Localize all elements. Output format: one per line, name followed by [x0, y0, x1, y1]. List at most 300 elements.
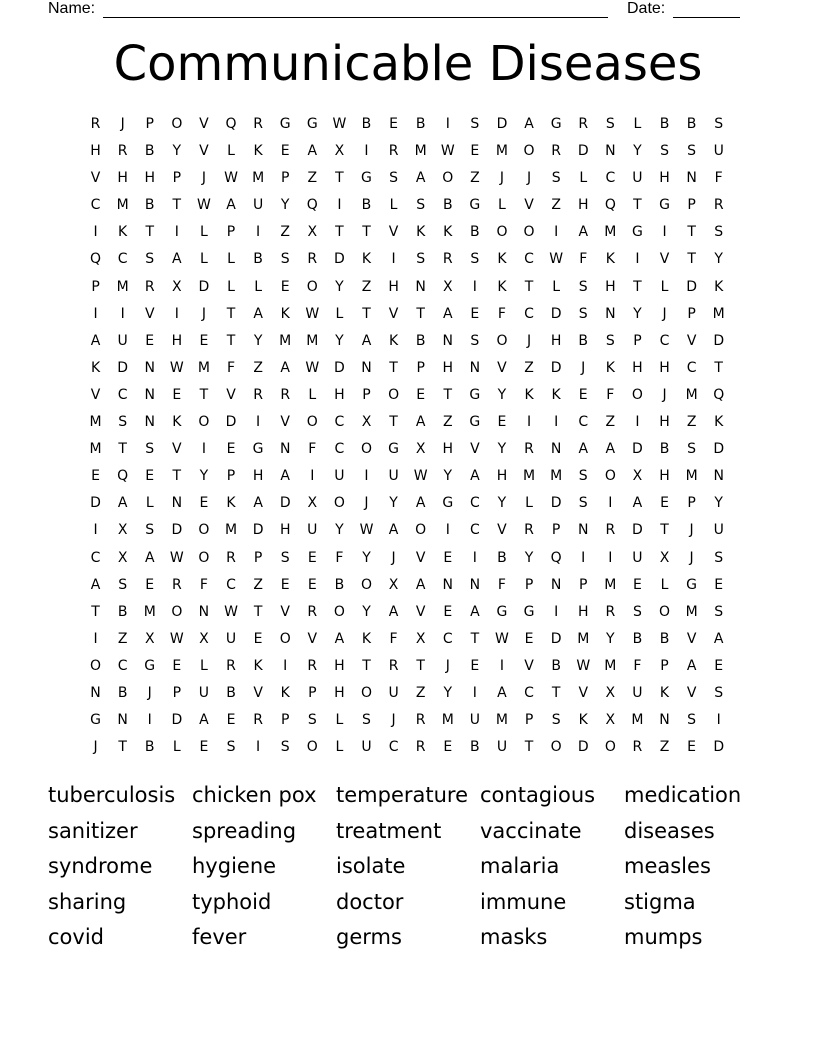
grid-row	[82, 680, 742, 707]
grid-letter: M	[523, 468, 536, 485]
grid-letter: J	[526, 170, 532, 187]
grid-letter: V	[686, 630, 697, 647]
grid-letter: S	[714, 603, 724, 620]
grid-letter: T	[118, 739, 127, 756]
grid-letter: F	[497, 576, 506, 593]
grid-letter: I	[608, 549, 613, 566]
grid-letter: S	[578, 278, 588, 295]
grid-letter: I	[554, 224, 559, 241]
grid-letter: P	[145, 116, 154, 132]
grid-letter: E	[199, 739, 209, 756]
grid-letter: B	[361, 116, 372, 132]
grid-letter: Y	[443, 468, 453, 485]
grid-letter: M	[279, 332, 292, 349]
grid-letter: H	[388, 278, 399, 295]
grid-letter: L	[389, 197, 398, 214]
grid-row	[82, 436, 742, 463]
grid-letter: Y	[172, 143, 182, 160]
word-list-item: tuberculosis	[48, 783, 176, 807]
grid-letter: J	[689, 549, 694, 566]
grid-letter: I	[526, 414, 532, 431]
grid-letter: K	[578, 712, 588, 729]
grid-letter: G	[469, 197, 481, 214]
word-list-item: sharing	[48, 889, 127, 914]
grid-letter: H	[334, 386, 345, 403]
name-label: Name:	[48, 0, 96, 17]
grid-letter: S	[660, 143, 669, 160]
grid-letter: I	[93, 522, 98, 539]
grid-letter: Y	[389, 495, 398, 512]
grid-letter: A	[307, 143, 318, 160]
grid-letter: I	[445, 116, 450, 132]
grid-letter: P	[416, 359, 425, 376]
grid-letter: H	[496, 468, 508, 485]
grid-row	[82, 111, 742, 138]
grid-letter: W	[576, 657, 591, 674]
grid-letter: N	[144, 414, 155, 431]
grid-letter: R	[415, 712, 426, 729]
grid-letter: W	[197, 197, 211, 214]
grid-letter: H	[442, 441, 454, 458]
grid-letter: C	[469, 495, 480, 512]
grid-letter: N	[361, 359, 372, 376]
grid-row	[82, 274, 742, 301]
grid-letter: A	[470, 468, 480, 485]
date-label: Date:	[627, 0, 666, 17]
grid-letter: K	[659, 684, 670, 701]
grid-letter: V	[199, 143, 209, 160]
grid-letter: I	[147, 712, 152, 729]
grid-letter: F	[226, 359, 236, 376]
grid-letter: N	[686, 170, 697, 187]
grid-letter: O	[360, 576, 372, 593]
grid-letter: F	[335, 549, 344, 566]
grid-letter: Y	[633, 305, 642, 322]
grid-row	[82, 328, 742, 355]
grid-letter: K	[361, 630, 372, 647]
grid-letter: G	[361, 170, 372, 187]
grid-letter: K	[497, 278, 507, 295]
grid-letter: C	[90, 549, 101, 566]
grid-letter: A	[144, 549, 155, 566]
grid-letter: U	[388, 468, 399, 485]
grid-letter: M	[712, 305, 725, 322]
grid-letter: A	[199, 712, 209, 729]
grid-letter: D	[90, 495, 101, 512]
grid-letter: E	[470, 305, 480, 322]
grid-letter: Y	[335, 278, 344, 295]
grid-letter: R	[171, 576, 182, 593]
grid-letter: D	[334, 359, 345, 376]
grid-letter: P	[524, 712, 534, 729]
grid-letter: V	[144, 305, 155, 322]
grid-letter: G	[442, 495, 454, 512]
grid-letter: A	[361, 332, 372, 349]
grid-letter: H	[577, 197, 589, 214]
grid-letter: Z	[253, 576, 263, 593]
grid-letter: I	[635, 414, 640, 431]
grid-letter: P	[362, 386, 371, 403]
grid-letter: L	[227, 278, 235, 295]
grid-letter: S	[470, 251, 480, 268]
grid-letter: G	[659, 197, 670, 214]
grid-letter: N	[144, 359, 155, 376]
grid-letter: P	[280, 170, 290, 187]
grid-letter: T	[362, 657, 371, 674]
grid-letter: M	[631, 712, 644, 729]
grid-letter: E	[280, 278, 290, 295]
grid-letter: H	[605, 278, 616, 295]
grid-letter: E	[389, 116, 398, 132]
grid-row	[82, 517, 742, 544]
word-list-item: spreading	[192, 818, 297, 843]
grid-letter: N	[659, 712, 670, 729]
grid-letter: N	[279, 441, 291, 458]
grid-letter: Y	[497, 386, 507, 403]
grid-row	[82, 463, 742, 490]
grid-letter: A	[253, 495, 263, 512]
grid-letter: K	[118, 224, 128, 241]
grid-letter: B	[226, 684, 236, 701]
grid-letter: V	[280, 603, 290, 620]
grid-letter: Z	[361, 278, 372, 295]
grid-letter: I	[499, 657, 505, 674]
grid-letter: C	[90, 197, 101, 214]
grid-letter: D	[713, 332, 725, 349]
grid-letter: G	[496, 603, 508, 620]
grid-letter: V	[578, 684, 589, 701]
grid-letter: G	[279, 116, 291, 132]
grid-letter: B	[144, 197, 155, 214]
grid-letter: W	[224, 603, 238, 620]
grid-letter: M	[89, 414, 102, 431]
grid-letter: C	[578, 414, 589, 431]
grid-letter: I	[472, 278, 477, 295]
grid-letter: R	[415, 739, 426, 756]
grid-row	[82, 626, 742, 653]
grid-letter: H	[334, 684, 345, 701]
grid-letter: X	[415, 441, 426, 458]
grid-letter: E	[470, 657, 480, 674]
grid-letter: X	[144, 630, 155, 647]
grid-letter: I	[608, 495, 613, 512]
grid-letter: N	[550, 576, 562, 593]
grid-letter: S	[416, 251, 426, 268]
grid-letter: B	[659, 630, 670, 647]
grid-letter: S	[226, 739, 236, 756]
grid-letter: M	[89, 441, 102, 458]
grid-letter: I	[716, 712, 721, 729]
grid-letter: B	[117, 684, 128, 701]
grid-letter: P	[687, 495, 696, 512]
grid-letter: F	[308, 441, 317, 458]
grid-letter: J	[689, 522, 694, 539]
grid-letter: V	[415, 603, 426, 620]
grid-letter: H	[550, 332, 562, 349]
grid-letter: A	[632, 495, 643, 512]
grid-letter: X	[388, 576, 399, 593]
grid-letter: A	[686, 657, 697, 674]
grid-letter: V	[497, 522, 507, 539]
grid-letter: O	[360, 684, 372, 701]
grid-letter: J	[662, 305, 667, 322]
grid-row	[82, 734, 742, 761]
grid-letter: I	[283, 657, 288, 674]
grid-letter: T	[172, 468, 182, 485]
grid-letter: B	[334, 576, 345, 593]
grid-letter: H	[659, 359, 670, 376]
grid-letter: M	[252, 170, 265, 187]
grid-row	[82, 165, 742, 192]
grid-letter: O	[306, 278, 318, 295]
grid-letter: W	[413, 468, 428, 485]
grid-letter: O	[333, 603, 345, 620]
grid-letter: B	[497, 549, 507, 566]
grid-letter: O	[631, 386, 643, 403]
grid-letter: B	[117, 603, 128, 620]
grid-letter: O	[198, 549, 210, 566]
grid-letter: T	[416, 305, 425, 322]
grid-letter: N	[144, 386, 155, 403]
grid-letter: L	[200, 657, 208, 674]
name-blank-line	[103, 17, 608, 18]
grid-letter: N	[198, 603, 210, 620]
grid-letter: O	[550, 739, 562, 756]
grid-letter: U	[388, 684, 399, 701]
grid-letter: N	[90, 684, 101, 701]
grid-letter: A	[713, 630, 724, 647]
grid-letter: B	[470, 224, 480, 241]
grid-letter: B	[659, 116, 670, 132]
grid-letter: R	[307, 251, 318, 268]
grid-letter: G	[306, 116, 318, 132]
word-list-item: covid	[48, 925, 104, 949]
grid-letter: U	[713, 522, 724, 539]
grid-letter: Q	[713, 386, 725, 403]
grid-letter: O	[604, 468, 616, 485]
grid-letter: E	[443, 603, 453, 620]
grid-letter: G	[523, 603, 535, 620]
grid-letter: L	[145, 495, 154, 512]
word-list-item: treatment	[336, 818, 442, 843]
grid-letter: V	[686, 332, 697, 349]
grid-letter: R	[388, 657, 399, 674]
word-list-item: medication	[624, 783, 742, 807]
grid-letter: Z	[442, 414, 453, 431]
grid-letter: K	[416, 224, 426, 241]
grid-letter: P	[253, 549, 263, 566]
grid-letter: T	[714, 359, 723, 376]
grid-letter: W	[359, 522, 374, 539]
grid-letter: H	[659, 468, 670, 485]
grid-letter: T	[362, 305, 371, 322]
grid-letter: S	[551, 712, 561, 729]
grid-letter: Q	[306, 197, 318, 214]
grid-letter: C	[117, 251, 128, 268]
grid-letter: M	[414, 143, 427, 160]
grid-letter: S	[605, 116, 615, 132]
grid-letter: U	[361, 739, 372, 756]
grid-letter: H	[90, 143, 101, 160]
grid-letter: V	[90, 170, 101, 187]
grid-letter: A	[470, 603, 480, 620]
header-line	[0, 0, 816, 20]
grid-letter: I	[554, 603, 559, 620]
grid-letter: N	[117, 712, 128, 729]
grid-letter: P	[172, 684, 182, 701]
grid-letter: M	[604, 576, 617, 593]
grid-letter: R	[524, 441, 534, 458]
grid-letter: U	[334, 468, 345, 485]
grid-letter: T	[633, 278, 642, 295]
grid-letter: A	[415, 576, 426, 593]
grid-letter: R	[442, 251, 453, 268]
grid-letter: P	[226, 224, 236, 241]
grid-letter: E	[145, 576, 155, 593]
grid-letter: Y	[280, 197, 290, 214]
grid-letter: S	[687, 143, 697, 160]
grid-letter: C	[524, 251, 534, 268]
grid-letter: J	[364, 495, 369, 512]
grid-letter: D	[550, 305, 562, 322]
grid-letter: M	[495, 143, 508, 160]
word-list-item: temperature	[336, 783, 468, 807]
grid-letter: M	[577, 630, 590, 647]
date-blank-line	[673, 17, 740, 18]
grid-letter: T	[145, 224, 155, 241]
grid-letter: R	[90, 116, 101, 132]
grid-letter: P	[172, 170, 182, 187]
grid-letter: K	[524, 386, 534, 403]
grid-letter: K	[714, 414, 724, 431]
grid-letter: O	[198, 414, 210, 431]
grid-letter: A	[280, 359, 290, 376]
grid-letter: H	[442, 359, 454, 376]
grid-letter: J	[581, 359, 586, 376]
grid-letter: U	[632, 549, 643, 566]
grid-letter: N	[442, 576, 453, 593]
grid-letter: U	[632, 170, 643, 187]
grid-letter: U	[307, 522, 318, 539]
grid-letter: H	[334, 657, 345, 674]
grid-row	[82, 138, 742, 165]
grid-letter: E	[470, 143, 480, 160]
grid-letter: N	[550, 441, 562, 458]
grid-letter: B	[144, 143, 155, 160]
grid-letter: B	[144, 739, 155, 756]
grid-row	[82, 409, 742, 436]
grid-letter: E	[714, 576, 724, 593]
grid-letter: A	[334, 630, 345, 647]
grid-letter: I	[201, 441, 206, 458]
grid-letter: C	[605, 170, 616, 187]
grid-letter: K	[253, 143, 263, 160]
grid-letter: S	[687, 441, 697, 458]
grid-letter: D	[117, 359, 129, 376]
grid-letter: I	[364, 468, 369, 485]
grid-letter: M	[306, 332, 319, 349]
word-list-item: immune	[480, 889, 567, 914]
grid-letter: R	[578, 116, 589, 132]
grid-letter: J	[147, 684, 152, 701]
grid-letter: X	[117, 522, 128, 539]
word-list-item: isolate	[336, 854, 406, 878]
grid-letter: N	[171, 495, 183, 512]
grid-letter: E	[497, 414, 507, 431]
grid-letter: O	[415, 522, 427, 539]
grid-letter: X	[442, 278, 453, 295]
grid-letter: L	[579, 170, 588, 187]
grid-letter: N	[442, 332, 453, 349]
grid-letter: L	[660, 278, 669, 295]
grid-letter: Z	[524, 359, 534, 376]
grid-letter: E	[714, 657, 724, 674]
grid-letter: S	[145, 251, 155, 268]
grid-letter: S	[389, 170, 399, 187]
grid-letter: M	[604, 657, 617, 674]
grid-letter: T	[226, 305, 236, 322]
grid-letter: A	[253, 305, 263, 322]
grid-letter: O	[496, 332, 508, 349]
grid-letter: L	[552, 278, 561, 295]
grid-letter: I	[256, 739, 261, 756]
grid-letter: B	[686, 116, 697, 132]
grid-letter: U	[225, 630, 237, 647]
word-list-item: sanitizer	[48, 818, 138, 843]
grid-letter: M	[685, 468, 698, 485]
grid-letter: I	[256, 224, 261, 241]
grid-letter: W	[169, 549, 184, 566]
grid-letter: V	[388, 224, 399, 241]
grid-row	[82, 707, 742, 734]
grid-letter: G	[252, 441, 264, 458]
grid-letter: R	[253, 116, 263, 132]
grid-letter: X	[307, 224, 318, 241]
grid-letter: X	[605, 684, 616, 701]
grid-letter: V	[686, 684, 697, 701]
grid-letter: E	[632, 576, 642, 593]
grid-letter: K	[280, 684, 290, 701]
page-title: Communicable Diseases	[113, 36, 703, 92]
grid-letter: U	[496, 739, 508, 756]
grid-letter: C	[469, 522, 480, 539]
grid-letter: A	[605, 441, 616, 458]
grid-letter: T	[389, 414, 398, 431]
grid-letter: V	[280, 414, 290, 431]
grid-letter: Y	[714, 251, 723, 268]
grid-letter: W	[549, 251, 564, 268]
grid-letter: I	[337, 197, 342, 214]
grid-letter: R	[144, 278, 155, 295]
grid-letter: T	[470, 630, 480, 647]
grid-letter: Y	[497, 441, 507, 458]
grid-letter: S	[280, 739, 290, 756]
grid-letter: R	[253, 386, 263, 403]
grid-letter: L	[200, 224, 208, 241]
grid-letter: X	[334, 143, 345, 160]
grid-letter: E	[524, 630, 534, 647]
grid-letter: R	[605, 522, 616, 539]
grid-letter: T	[524, 739, 534, 756]
grid-row	[82, 572, 742, 599]
grid-letter: J	[445, 657, 450, 674]
grid-letter: E	[280, 576, 290, 593]
word-search-grid	[82, 111, 742, 761]
grid-letter: E	[443, 549, 453, 566]
grid-letter: Z	[307, 170, 318, 187]
grid-letter: N	[469, 359, 481, 376]
grid-letter: D	[577, 739, 589, 756]
